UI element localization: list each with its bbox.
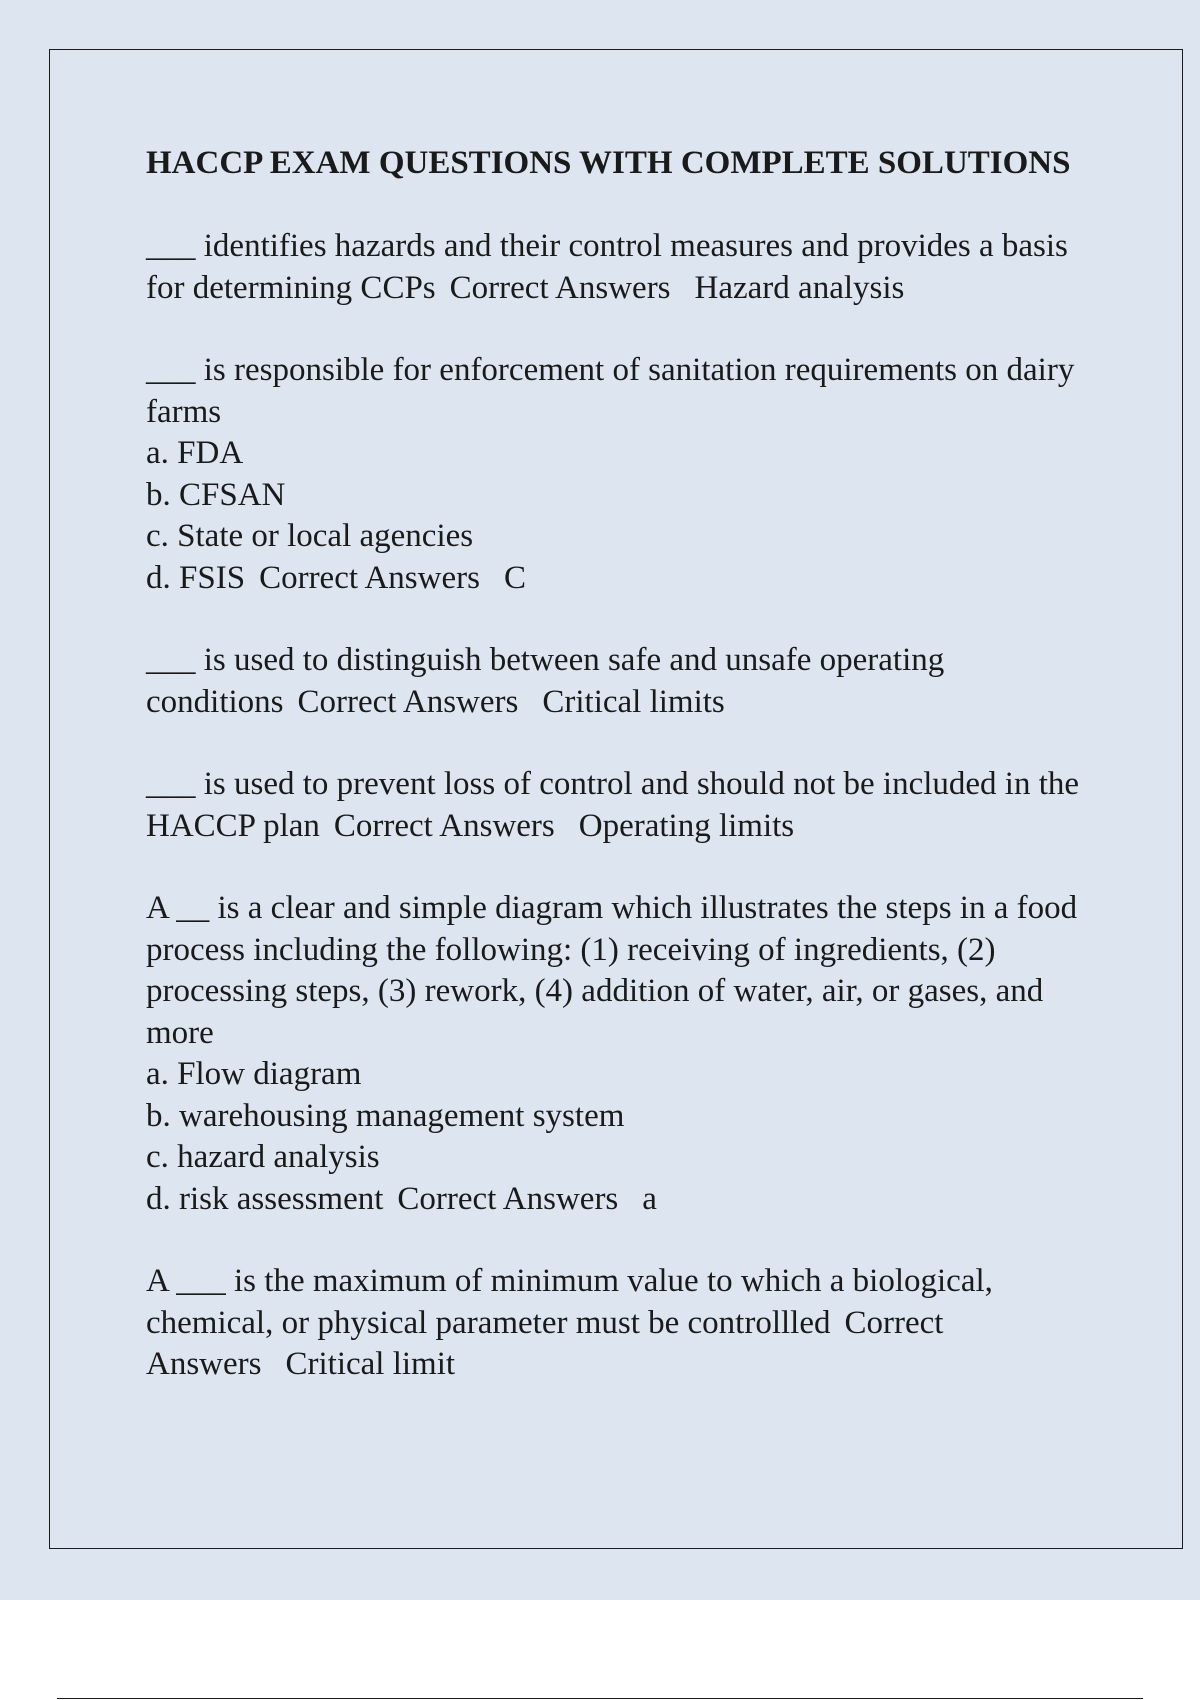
question-item [146,1261,1096,1386]
question-item [146,764,1096,847]
answer-label: Correct Answers [397,1180,619,1217]
answer-label: Correct Answers [146,1304,944,1382]
document-content [146,142,1096,1427]
option-b: b. warehousing management system [146,1097,625,1134]
answer-value: Critical limit [285,1346,456,1382]
answer-value: Critical limits [542,683,725,720]
question-text [146,640,1096,723]
question-text [146,226,1096,309]
answer-value: C [503,559,526,596]
question-text [146,764,1096,847]
option-a: a. FDA [146,435,244,471]
answer-value: Operating limits [578,807,795,844]
answer-value: a [642,1180,657,1217]
question-prompt: ___ identifies hazards and their control measures and provides a basis for determining CCPs [146,228,1068,306]
footer-divider [57,1698,1143,1699]
question-item [146,226,1096,309]
option-b: b. CFSAN [146,476,286,513]
option-d-with-answer [146,558,1096,600]
answer-label: Correct Answers [297,683,519,720]
option-a: a. Flow diagram [146,1056,362,1092]
option-d: d. FSIS [146,559,246,596]
question-prompt: ___ is used to prevent loss of control and should not be included in the HACCP plan [146,766,1080,844]
answer-label: Correct Answers [449,269,671,306]
answer-label: Correct Answers [259,559,480,596]
question-text [146,1261,1096,1386]
page-title: HACCP EXAM QUESTIONS WITH COMPLETE SOLUTIONS [146,145,1071,181]
answer-value: Hazard analysis [694,269,905,306]
question-prompt: A ___ is the maximum of minimum value to which a biological, chemical, or physical parameter must be controllled [146,1263,993,1341]
question-prompt: ___ is used to distinguish between safe and unsafe operating conditions [146,642,945,720]
option-d: d. risk assessment [146,1180,384,1217]
option-d-with-answer [146,1179,1096,1221]
question-item [146,640,1096,723]
question-item [146,888,1096,1220]
question-prompt: ___ is responsible for enforcement of sanitation requirements on dairy farms [146,352,1075,430]
question-prompt: A __ is a clear and simple diagram which illustrates the steps in a food process including the following: (1) receiving of ingredients, (2) processing steps, (3) rework, (4) addition of water, air, or gases, and more [146,890,1078,1051]
option-c: c. hazard analysis [146,1139,380,1175]
option-c: c. State or local agencies [146,518,474,554]
question-item [146,350,1096,599]
answer-label: Correct Answers [333,807,555,844]
